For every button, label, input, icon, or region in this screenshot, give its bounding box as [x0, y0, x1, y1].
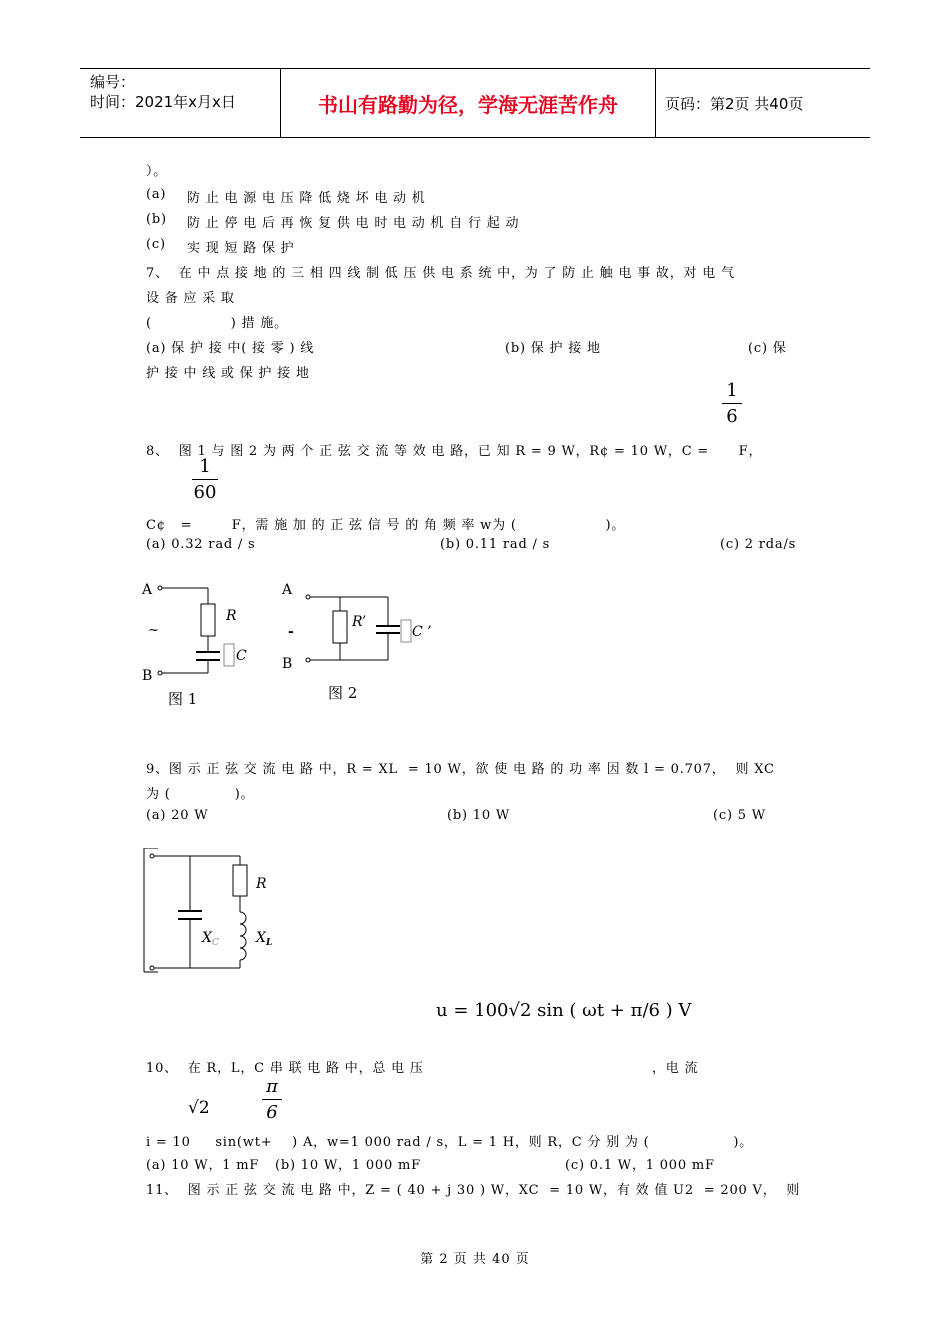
q8-figure-2-circuit — [280, 578, 440, 708]
q9-opt-b: (b) 10 W — [447, 808, 511, 823]
capacitor-label: C ’ — [412, 624, 432, 640]
q10-opt-b: (b) 10 W，1 000 mF — [275, 1158, 421, 1173]
q10-line1: 10、 在 R，L，C 串 联 电 路 中，总 电 压 — [146, 1061, 424, 1076]
q9-circuit-figure — [142, 848, 287, 976]
fraction-numerator: π — [266, 1076, 278, 1097]
q10-opt-c: (c) 0.1 W，1 000 mF — [565, 1158, 715, 1173]
figure-1-caption: 图 1 — [168, 690, 198, 708]
terminal-a-label: A — [282, 582, 293, 598]
number-label: 编号： — [90, 73, 136, 91]
q6-opt-b-key: (b) — [146, 212, 167, 227]
q7-line3: ( ) 措 施。 — [146, 316, 288, 331]
q10-line1-tail: ，电 流 — [652, 1061, 699, 1076]
inductor-coil — [240, 912, 246, 960]
resistor-r — [233, 865, 247, 896]
terminal-b-label: B — [282, 656, 293, 672]
q10-line2: i = 10 sin(wt+ ) A，w=1 000 rad / s，L = 1 H，则 R，C 分 别 为 ( )。 — [146, 1135, 754, 1150]
header-motto: 书山有路勤为径，学海无涯苦作舟 — [280, 69, 656, 137]
time-label: 时间：2021年x月x日 — [90, 93, 236, 111]
q6-opt-c: 实 现 短 路 保 护 — [187, 241, 295, 256]
header-meta — [80, 69, 280, 137]
q7-opt-c: (c) 保 — [748, 341, 787, 356]
q8-opt-c: (c) 2 rda/s — [720, 537, 797, 552]
q7-line2: 设 备 应 采 取 — [146, 291, 235, 306]
page-footer: 第 2 页 共 40 页 — [420, 1252, 530, 1267]
q9-line1: 9、图 示 正 弦 交 流 电 路 中，R = XL = 10 W，欲 使 电 路 的 功 率 因 数 l = 0.707， 则 XC — [146, 762, 775, 777]
resistor-label: R’ — [352, 614, 367, 630]
q7-opt-c-cont: 护 接 中 线 或 保 护 接 地 — [146, 366, 310, 381]
q8-fraction-c — [722, 380, 742, 427]
q8-line1: 8、 图 1 与 图 2 为 两 个 正 弦 交 流 等 效 电 路，已 知 R = 9 W，R¢ = 10 W，C = F， — [146, 444, 763, 459]
source-symbol: - — [288, 624, 294, 640]
fraction-denominator: 6 — [266, 1102, 278, 1123]
terminal-a-label: A — [142, 582, 153, 598]
q10-voltage-formula: u = 100√2 sin ( ωt + π/6 ) V — [436, 1000, 692, 1021]
capacitor-label: C — [236, 648, 247, 664]
ac-source-symbol: ~ — [148, 623, 159, 638]
q6-opt-a-key: (a) — [146, 187, 167, 202]
q8-opt-b: (b) 0.11 rad / s — [440, 537, 551, 552]
fraction-denominator: 60 — [193, 482, 217, 503]
q11-line1: 11、 图 示 正 弦 交 流 电 路 中，Z = ( 40 + j 30 ) W，XC = 10 W，有 效 值 U2 = 200 V， 则 — [146, 1183, 801, 1198]
fraction-numerator: 1 — [199, 456, 211, 477]
resistor-r — [201, 604, 215, 636]
q7-opt-b: (b) 保 护 接 地 — [505, 341, 601, 356]
fraction-numerator: 1 — [726, 380, 738, 401]
figure-2-caption: 图 2 — [328, 684, 358, 702]
q10-pi-fraction — [262, 1076, 282, 1123]
q6-opt-a: 防 止 电 源 电 压 降 低 烧 坏 电 动 机 — [187, 191, 426, 206]
q9-opt-c: (c) 5 W — [713, 808, 766, 823]
resistor-label: R — [256, 876, 267, 892]
q8-fraction-c-prime — [192, 456, 218, 503]
q9-opt-a: (a) 20 W — [146, 808, 209, 823]
terminal-b-label: B — [142, 668, 153, 684]
page-header — [80, 68, 870, 138]
q8-figure-1-circuit — [140, 576, 260, 711]
q9-line2: 为 ( )。 — [146, 787, 255, 802]
q7-opt-a: (a) 保 护 接 中( 接 零 ) 线 — [146, 341, 315, 356]
q8-line2: C¢ = F，需 施 加 的 正 弦 信 号 的 角 频 率 w为 ( )。 — [146, 518, 626, 533]
q6-opt-b: 防 止 停 电 后 再 恢 复 供 电 时 电 动 机 自 行 起 动 — [187, 216, 520, 231]
fraction-denominator: 6 — [726, 406, 738, 427]
q10-sqrt2: √2 — [188, 1098, 210, 1118]
xc-label: $X_C$ — [202, 930, 219, 948]
q8-opt-a: (a) 0.32 rad / s — [146, 537, 256, 552]
q7-line1: 7、 在 中 点 接 地 的 三 相 四 线 制 低 压 供 电 系 统 中，为 了 防 止 触 电 事 故，对 电 气 — [146, 266, 735, 281]
header-page-info: 页码：第2页 共40页 — [665, 95, 804, 113]
q10-opt-a: (a) 10 W，1 mF — [146, 1158, 260, 1173]
xl-label: $X_L$ — [256, 930, 273, 948]
resistor-label: R — [226, 608, 237, 624]
q6-opt-c-key: (c) — [146, 237, 166, 252]
resistor-r-prime — [333, 611, 347, 643]
q6-tail: ）。 — [146, 164, 168, 179]
